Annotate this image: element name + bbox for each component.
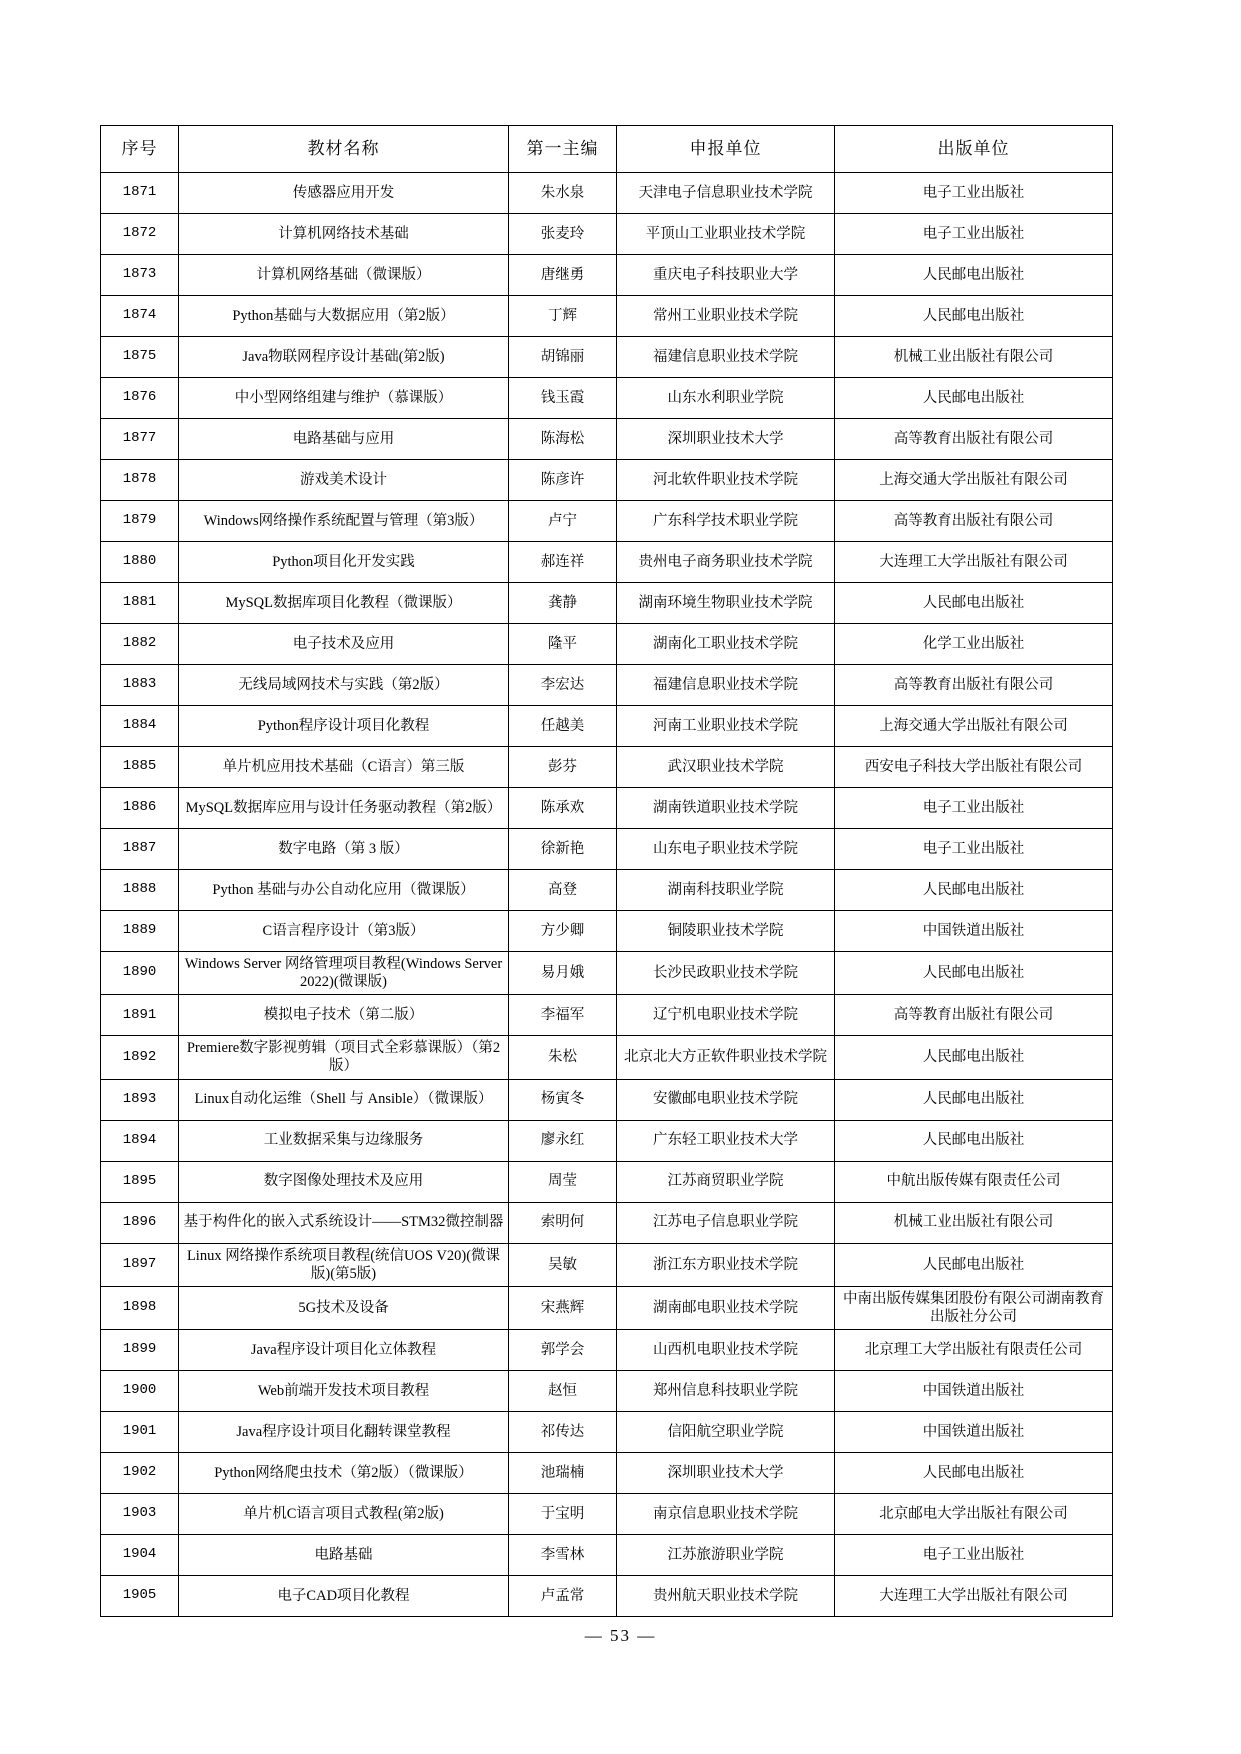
cell-textbook-name: 基于构件化的嵌入式系统设计——STM32微控制器 — [179, 1202, 509, 1243]
column-header-index: 序号 — [101, 126, 179, 173]
cell-chief-editor: 胡锦丽 — [509, 337, 617, 378]
column-header-textbook-name: 教材名称 — [179, 126, 509, 173]
table-row — [101, 419, 1113, 460]
cell-textbook-name: 电路基础 — [179, 1535, 509, 1576]
cell-applicant-unit: 郑州信息科技职业学院 — [617, 1371, 835, 1412]
cell-index: 1890 — [101, 952, 179, 995]
cell-index: 1872 — [101, 214, 179, 255]
cell-applicant-unit: 山西机电职业技术学院 — [617, 1330, 835, 1371]
cell-textbook-name: MySQL数据库项目化教程（微课版） — [179, 583, 509, 624]
cell-index: 1880 — [101, 542, 179, 583]
cell-index: 1896 — [101, 1202, 179, 1243]
cell-textbook-name: 游戏美术设计 — [179, 460, 509, 501]
cell-index: 1875 — [101, 337, 179, 378]
cell-publisher: 中南出版传媒集团股份有限公司湖南教育出版社分公司 — [835, 1286, 1113, 1329]
cell-chief-editor: 徐新艳 — [509, 829, 617, 870]
cell-index: 1883 — [101, 665, 179, 706]
cell-applicant-unit: 信阳航空职业学院 — [617, 1412, 835, 1453]
cell-textbook-name: Java物联网程序设计基础(第2版) — [179, 337, 509, 378]
cell-publisher: 电子工业出版社 — [835, 214, 1113, 255]
cell-textbook-name: Premiere数字影视剪辑（项目式全彩慕课版）（第2版） — [179, 1036, 509, 1079]
cell-textbook-name: Linux 网络操作系统项目教程(统信UOS V20)(微课版)(第5版) — [179, 1243, 509, 1286]
cell-applicant-unit: 重庆电子科技职业大学 — [617, 255, 835, 296]
table-row — [101, 460, 1113, 501]
table-row — [101, 952, 1113, 995]
table-row — [101, 214, 1113, 255]
cell-publisher: 人民邮电出版社 — [835, 255, 1113, 296]
cell-applicant-unit: 武汉职业技术学院 — [617, 747, 835, 788]
cell-chief-editor: 卢孟常 — [509, 1576, 617, 1617]
cell-publisher: 高等教育出版社有限公司 — [835, 665, 1113, 706]
table-row — [101, 1330, 1113, 1371]
table-row — [101, 1079, 1113, 1120]
cell-textbook-name: Python 基础与办公自动化应用（微课版） — [179, 870, 509, 911]
table-row — [101, 1576, 1113, 1617]
table-row — [101, 1202, 1113, 1243]
cell-chief-editor: 陈彦许 — [509, 460, 617, 501]
cell-applicant-unit: 江苏商贸职业学院 — [617, 1161, 835, 1202]
cell-chief-editor: 祁传达 — [509, 1412, 617, 1453]
cell-textbook-name: Python基础与大数据应用（第2版） — [179, 296, 509, 337]
cell-publisher: 人民邮电出版社 — [835, 1120, 1113, 1161]
cell-textbook-name: 单片机应用技术基础（C语言）第三版 — [179, 747, 509, 788]
cell-applicant-unit: 河南工业职业技术学院 — [617, 706, 835, 747]
cell-publisher: 人民邮电出版社 — [835, 583, 1113, 624]
cell-chief-editor: 郭学会 — [509, 1330, 617, 1371]
cell-publisher: 人民邮电出版社 — [835, 1036, 1113, 1079]
cell-applicant-unit: 长沙民政职业技术学院 — [617, 952, 835, 995]
cell-applicant-unit: 广东科学技术职业学院 — [617, 501, 835, 542]
cell-index: 1894 — [101, 1120, 179, 1161]
cell-textbook-name: MySQL数据库应用与设计任务驱动教程（第2版） — [179, 788, 509, 829]
cell-applicant-unit: 江苏旅游职业学院 — [617, 1535, 835, 1576]
cell-publisher: 北京理工大学出版社有限责任公司 — [835, 1330, 1113, 1371]
table-row — [101, 1453, 1113, 1494]
cell-publisher: 高等教育出版社有限公司 — [835, 501, 1113, 542]
table-header — [101, 126, 1113, 173]
cell-index: 1889 — [101, 911, 179, 952]
cell-publisher: 机械工业出版社有限公司 — [835, 337, 1113, 378]
cell-publisher: 人民邮电出版社 — [835, 952, 1113, 995]
cell-applicant-unit: 平顶山工业职业技术学院 — [617, 214, 835, 255]
cell-applicant-unit: 安徽邮电职业技术学院 — [617, 1079, 835, 1120]
column-header-applicant-unit: 申报单位 — [617, 126, 835, 173]
cell-index: 1898 — [101, 1286, 179, 1329]
cell-applicant-unit: 河北软件职业技术学院 — [617, 460, 835, 501]
table-row — [101, 583, 1113, 624]
cell-chief-editor: 卢宁 — [509, 501, 617, 542]
cell-index: 1902 — [101, 1453, 179, 1494]
cell-chief-editor: 朱松 — [509, 1036, 617, 1079]
page-number: — 53 — — [584, 1626, 657, 1645]
cell-applicant-unit: 深圳职业技术大学 — [617, 419, 835, 460]
cell-chief-editor: 龚静 — [509, 583, 617, 624]
table-row — [101, 911, 1113, 952]
table-row — [101, 788, 1113, 829]
cell-publisher: 人民邮电出版社 — [835, 296, 1113, 337]
cell-chief-editor: 隆平 — [509, 624, 617, 665]
cell-publisher: 高等教育出版社有限公司 — [835, 995, 1113, 1036]
table-row — [101, 337, 1113, 378]
cell-publisher: 化学工业出版社 — [835, 624, 1113, 665]
cell-publisher: 西安电子科技大学出版社有限公司 — [835, 747, 1113, 788]
cell-chief-editor: 吴敏 — [509, 1243, 617, 1286]
cell-chief-editor: 彭芬 — [509, 747, 617, 788]
cell-chief-editor: 陈海松 — [509, 419, 617, 460]
cell-chief-editor: 池瑞楠 — [509, 1453, 617, 1494]
cell-chief-editor: 方少卿 — [509, 911, 617, 952]
cell-publisher: 人民邮电出版社 — [835, 378, 1113, 419]
cell-index: 1901 — [101, 1412, 179, 1453]
table-row — [101, 665, 1113, 706]
cell-index: 1873 — [101, 255, 179, 296]
column-header-publisher: 出版单位 — [835, 126, 1113, 173]
table-row — [101, 995, 1113, 1036]
cell-applicant-unit: 福建信息职业技术学院 — [617, 337, 835, 378]
cell-textbook-name: 传感器应用开发 — [179, 173, 509, 214]
cell-applicant-unit: 南京信息职业技术学院 — [617, 1494, 835, 1535]
table-row — [101, 1243, 1113, 1286]
table-row — [101, 1161, 1113, 1202]
cell-index: 1891 — [101, 995, 179, 1036]
cell-index: 1884 — [101, 706, 179, 747]
table-row — [101, 501, 1113, 542]
cell-textbook-name: Web前端开发技术项目教程 — [179, 1371, 509, 1412]
table-row — [101, 1535, 1113, 1576]
cell-publisher: 人民邮电出版社 — [835, 1079, 1113, 1120]
cell-applicant-unit: 浙江东方职业技术学院 — [617, 1243, 835, 1286]
cell-publisher: 大连理工大学出版社有限公司 — [835, 1576, 1113, 1617]
cell-applicant-unit: 深圳职业技术大学 — [617, 1453, 835, 1494]
cell-publisher: 大连理工大学出版社有限公司 — [835, 542, 1113, 583]
cell-chief-editor: 唐继勇 — [509, 255, 617, 296]
cell-textbook-name: Java程序设计项目化立体教程 — [179, 1330, 509, 1371]
cell-applicant-unit: 山东水利职业学院 — [617, 378, 835, 419]
cell-publisher: 人民邮电出版社 — [835, 870, 1113, 911]
table-row — [101, 624, 1113, 665]
table-row — [101, 378, 1113, 419]
cell-chief-editor: 于宝明 — [509, 1494, 617, 1535]
cell-chief-editor: 赵恒 — [509, 1371, 617, 1412]
cell-chief-editor: 李宏达 — [509, 665, 617, 706]
cell-index: 1897 — [101, 1243, 179, 1286]
cell-chief-editor: 钱玉霞 — [509, 378, 617, 419]
cell-textbook-name: Python网络爬虫技术（第2版）（微课版） — [179, 1453, 509, 1494]
cell-applicant-unit: 辽宁机电职业技术学院 — [617, 995, 835, 1036]
cell-textbook-name: 单片机C语言项目式教程(第2版) — [179, 1494, 509, 1535]
cell-publisher: 上海交通大学出版社有限公司 — [835, 706, 1113, 747]
cell-chief-editor: 高登 — [509, 870, 617, 911]
cell-chief-editor: 宋燕辉 — [509, 1286, 617, 1329]
cell-chief-editor: 张麦玲 — [509, 214, 617, 255]
cell-textbook-name: C语言程序设计（第3版） — [179, 911, 509, 952]
cell-publisher: 北京邮电大学出版社有限公司 — [835, 1494, 1113, 1535]
cell-chief-editor: 陈承欢 — [509, 788, 617, 829]
table-row — [101, 1036, 1113, 1079]
cell-chief-editor: 李雪林 — [509, 1535, 617, 1576]
cell-publisher: 人民邮电出版社 — [835, 1453, 1113, 1494]
cell-applicant-unit: 福建信息职业技术学院 — [617, 665, 835, 706]
cell-index: 1899 — [101, 1330, 179, 1371]
cell-index: 1895 — [101, 1161, 179, 1202]
cell-textbook-name: Java程序设计项目化翻转课堂教程 — [179, 1412, 509, 1453]
table-body — [101, 173, 1113, 1617]
cell-index: 1892 — [101, 1036, 179, 1079]
cell-textbook-name: Python程序设计项目化教程 — [179, 706, 509, 747]
cell-chief-editor: 丁辉 — [509, 296, 617, 337]
cell-index: 1886 — [101, 788, 179, 829]
cell-textbook-name: Windows网络操作系统配置与管理（第3版） — [179, 501, 509, 542]
cell-publisher: 人民邮电出版社 — [835, 1243, 1113, 1286]
cell-publisher: 机械工业出版社有限公司 — [835, 1202, 1113, 1243]
cell-textbook-name: 电路基础与应用 — [179, 419, 509, 460]
cell-index: 1903 — [101, 1494, 179, 1535]
cell-chief-editor: 李福军 — [509, 995, 617, 1036]
cell-applicant-unit: 湖南化工职业技术学院 — [617, 624, 835, 665]
cell-publisher: 电子工业出版社 — [835, 173, 1113, 214]
cell-index: 1893 — [101, 1079, 179, 1120]
table-row — [101, 1286, 1113, 1329]
cell-publisher: 上海交通大学出版社有限公司 — [835, 460, 1113, 501]
cell-index: 1887 — [101, 829, 179, 870]
cell-applicant-unit: 湖南邮电职业技术学院 — [617, 1286, 835, 1329]
cell-index: 1871 — [101, 173, 179, 214]
cell-index: 1874 — [101, 296, 179, 337]
cell-chief-editor: 杨寅冬 — [509, 1079, 617, 1120]
cell-textbook-name: 数字电路（第 3 版） — [179, 829, 509, 870]
table-row — [101, 706, 1113, 747]
cell-publisher: 中国铁道出版社 — [835, 1412, 1113, 1453]
cell-chief-editor: 郝连祥 — [509, 542, 617, 583]
cell-applicant-unit: 北京北大方正软件职业技术学院 — [617, 1036, 835, 1079]
table-row — [101, 1120, 1113, 1161]
table-row — [101, 1371, 1113, 1412]
cell-textbook-name: Python项目化开发实践 — [179, 542, 509, 583]
cell-chief-editor: 朱水泉 — [509, 173, 617, 214]
cell-applicant-unit: 广东轻工职业技术大学 — [617, 1120, 835, 1161]
cell-index: 1900 — [101, 1371, 179, 1412]
cell-applicant-unit: 湖南科技职业学院 — [617, 870, 835, 911]
cell-textbook-name: 模拟电子技术（第二版） — [179, 995, 509, 1036]
table-row — [101, 1412, 1113, 1453]
cell-textbook-name: 5G技术及设备 — [179, 1286, 509, 1329]
cell-applicant-unit: 贵州航天职业技术学院 — [617, 1576, 835, 1617]
table-row — [101, 829, 1113, 870]
cell-applicant-unit: 常州工业职业技术学院 — [617, 296, 835, 337]
cell-textbook-name: Linux自动化运维（Shell 与 Ansible）（微课版） — [179, 1079, 509, 1120]
cell-publisher: 中航出版传媒有限责任公司 — [835, 1161, 1113, 1202]
table-row — [101, 296, 1113, 337]
cell-textbook-name: 计算机网络基础（微课版） — [179, 255, 509, 296]
cell-textbook-name: 电子CAD项目化教程 — [179, 1576, 509, 1617]
table-row — [101, 747, 1113, 788]
cell-index: 1882 — [101, 624, 179, 665]
cell-index: 1878 — [101, 460, 179, 501]
cell-index: 1881 — [101, 583, 179, 624]
table-header-row — [101, 126, 1113, 173]
cell-applicant-unit: 山东电子职业技术学院 — [617, 829, 835, 870]
cell-applicant-unit: 贵州电子商务职业技术学院 — [617, 542, 835, 583]
cell-index: 1905 — [101, 1576, 179, 1617]
cell-index: 1876 — [101, 378, 179, 419]
cell-chief-editor: 索明何 — [509, 1202, 617, 1243]
cell-chief-editor: 易月娥 — [509, 952, 617, 995]
cell-textbook-name: 计算机网络技术基础 — [179, 214, 509, 255]
cell-index: 1885 — [101, 747, 179, 788]
table-row — [101, 542, 1113, 583]
cell-applicant-unit: 天津电子信息职业技术学院 — [617, 173, 835, 214]
cell-textbook-name: Windows Server 网络管理项目教程(Windows Server 2022)(微课版) — [179, 952, 509, 995]
cell-textbook-name: 无线局域网技术与实践（第2版） — [179, 665, 509, 706]
cell-index: 1879 — [101, 501, 179, 542]
cell-publisher: 中国铁道出版社 — [835, 1371, 1113, 1412]
table-row — [101, 173, 1113, 214]
cell-textbook-name: 数字图像处理技术及应用 — [179, 1161, 509, 1202]
cell-publisher: 电子工业出版社 — [835, 788, 1113, 829]
textbook-list-table — [100, 125, 1113, 1617]
cell-index: 1877 — [101, 419, 179, 460]
cell-index: 1888 — [101, 870, 179, 911]
cell-chief-editor: 周莹 — [509, 1161, 617, 1202]
cell-chief-editor: 廖永红 — [509, 1120, 617, 1161]
cell-publisher: 中国铁道出版社 — [835, 911, 1113, 952]
cell-textbook-name: 工业数据采集与边缘服务 — [179, 1120, 509, 1161]
table-row — [101, 255, 1113, 296]
cell-textbook-name: 中小型网络组建与维护（慕课版） — [179, 378, 509, 419]
cell-publisher: 电子工业出版社 — [835, 1535, 1113, 1576]
cell-applicant-unit: 江苏电子信息职业学院 — [617, 1202, 835, 1243]
cell-publisher: 高等教育出版社有限公司 — [835, 419, 1113, 460]
cell-applicant-unit: 铜陵职业技术学院 — [617, 911, 835, 952]
cell-chief-editor: 任越美 — [509, 706, 617, 747]
column-header-chief-editor: 第一主编 — [509, 126, 617, 173]
table-row — [101, 1494, 1113, 1535]
cell-publisher: 电子工业出版社 — [835, 829, 1113, 870]
cell-textbook-name: 电子技术及应用 — [179, 624, 509, 665]
table-row — [101, 870, 1113, 911]
cell-applicant-unit: 湖南铁道职业技术学院 — [617, 788, 835, 829]
cell-index: 1904 — [101, 1535, 179, 1576]
cell-applicant-unit: 湖南环境生物职业技术学院 — [617, 583, 835, 624]
